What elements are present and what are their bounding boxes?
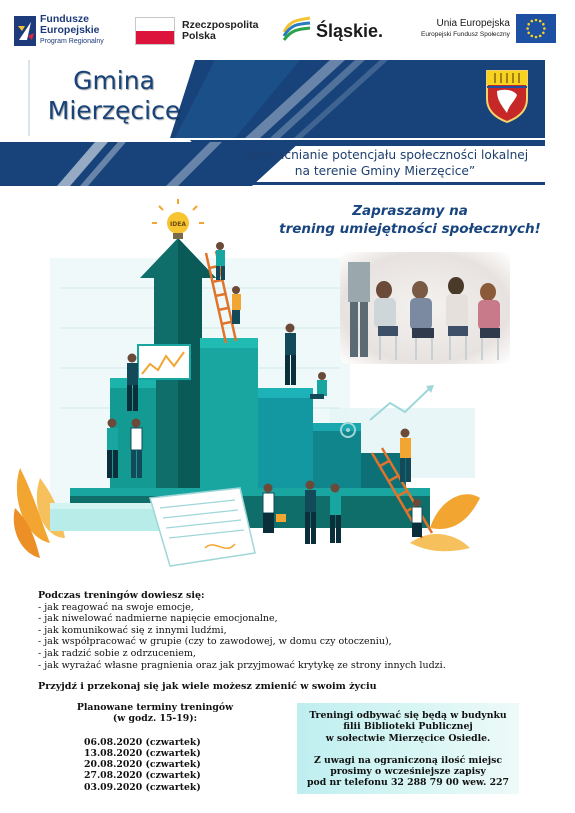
schedule-date: 13.08.2020 (czwartek) [84, 747, 201, 759]
ue-line1: Unia Europejska [436, 17, 510, 29]
project-slogan [200, 147, 570, 179]
benefits-section [38, 590, 558, 671]
benefit-item: - jak radzić sobie z odrzuceniem, [38, 647, 196, 659]
info-line5: prosimy o wcześniejsze zapisy [330, 766, 486, 778]
schedule-date: 27.08.2020 (czwartek) [84, 770, 201, 782]
polish-flag-icon [135, 17, 175, 45]
fundusze-line3: Program Regionalny [40, 38, 104, 45]
benefit-item: - jak niwelować nadmierne napięcie emocjonalne, [38, 613, 278, 625]
schedule-header-line1: Planowane terminy treningów [76, 702, 234, 713]
gmina-title-line2: Mierzęcice [47, 96, 181, 125]
rzeczpospolita-logo [135, 17, 258, 45]
schedule-header-line2: (w godz. 15-19): [112, 713, 198, 725]
rzeczpospolita-line2: Polska [182, 30, 216, 42]
benefit-item: - jak komunikować się z innymi ludźmi, [38, 624, 227, 636]
slaskie-wave-icon [282, 16, 312, 46]
coat-of-arms-icon [485, 69, 529, 123]
invite-line2: trening umiejętności społecznych! [279, 221, 541, 237]
gmina-title [39, 66, 189, 126]
schedule-date: 03.09.2020 (czwartek) [84, 781, 201, 793]
info-line6: pod nr telefonu 32 288 79 00 wew. 227 [307, 777, 509, 789]
schedule-date: 20.08.2020 (czwartek) [84, 759, 201, 771]
info-line2: filii Biblioteki Publicznej [343, 721, 473, 733]
fundusze-europejskie-logo [14, 14, 104, 47]
benefit-item: - jak współpracować w grupie (czy to zawodowej, w domu czy otoczeniu), [38, 636, 392, 648]
ue-line2: Europejski Fundusz Społeczny [421, 30, 510, 38]
idea-bulb-label: IDEA [170, 221, 186, 228]
benefit-item: - jak reagować na swoje emocje, [38, 601, 194, 613]
closing-sentence: Przyjdź i przekonaj się jak wiele możesz zmienić w swoim życiu [38, 681, 377, 692]
schedule-section [60, 702, 250, 793]
location-info-box [297, 703, 519, 794]
benefits-lead: Podczas treningów dowiesz się: [38, 590, 205, 601]
eu-flag-icon [516, 14, 556, 43]
rzeczpospolita-line1: Rzeczpospolita [182, 19, 259, 31]
info-line3: w sołectwie Mierzęcice Osiedle. [325, 732, 491, 744]
schedule-dates [84, 737, 250, 793]
slogan-line1: „Wzmacnianie potencjału społeczności lokalnej [241, 148, 529, 162]
unia-europejska-logo [421, 14, 556, 43]
fundusze-star-icon [14, 16, 36, 46]
info-line4: Z uwagi na ograniczoną ilość miejsc [313, 754, 503, 766]
benefit-item: - jak wyrażać własne pragnienia oraz jak przyjmować krytykę ze strony innych ludzi. [38, 659, 446, 671]
slaskie-logo [282, 16, 383, 46]
schedule-date: 06.08.2020 (czwartek) [84, 736, 201, 748]
info-line1: Treningi odbywać się będą w budynku [309, 710, 507, 721]
group-discussion-photo [340, 252, 510, 364]
slaskie-text: Śląskie. [316, 20, 384, 41]
gmina-title-line1: Gmina [73, 66, 155, 95]
fundusze-line1: Fundusze [40, 13, 89, 25]
invite-line1: Zapraszamy na [352, 203, 468, 219]
fundusze-line2: Europejskie [40, 24, 100, 36]
logo-bar [0, 0, 575, 56]
slogan-line2: na terenie Gminy Mierzęcice” [294, 164, 476, 178]
